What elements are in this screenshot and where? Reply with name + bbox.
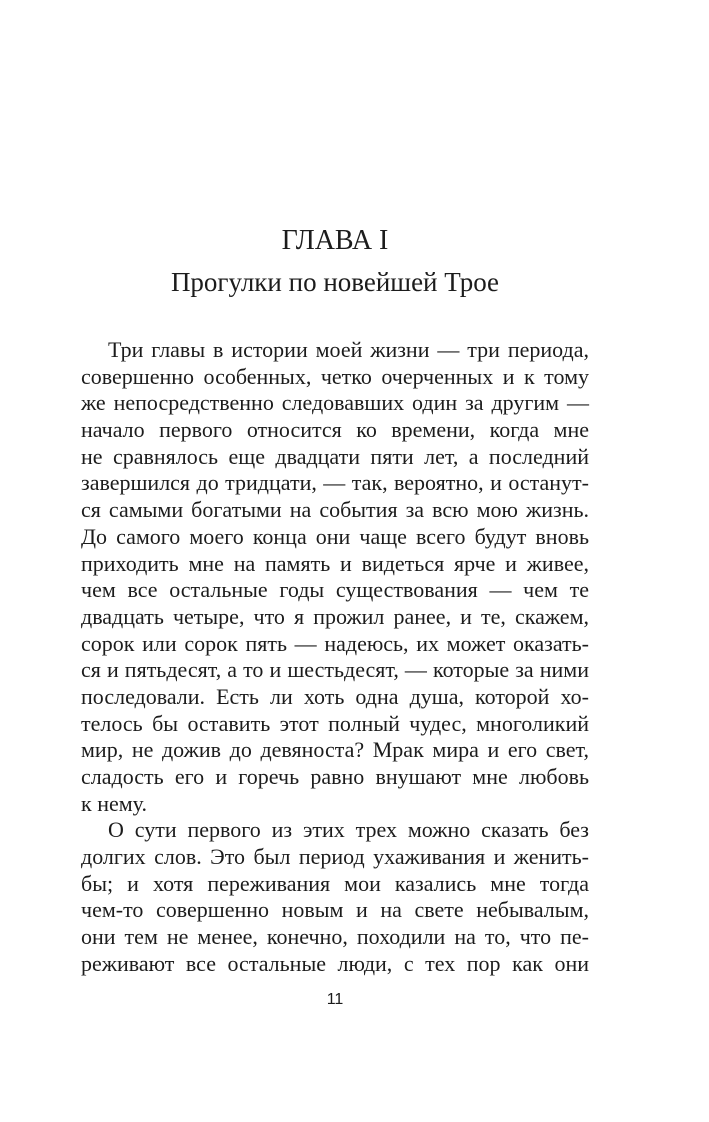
text-line: последовали. Есть ли хоть одна душа, которой хо- bbox=[81, 683, 589, 709]
text-line: сорок или сорок пять — надеюсь, их может оказать- bbox=[81, 630, 589, 656]
text-line: ся и пятьдесят, а то и шестьдесят, — которые за ними bbox=[81, 657, 589, 683]
text-line: телось бы оставить этот полный чудес, многоликий bbox=[81, 710, 589, 736]
text-line: бы; и хотя переживания мои казались мне тогда bbox=[81, 870, 589, 896]
body-text bbox=[81, 337, 589, 978]
text-line: реживают все остальные люди, с тех пор как они bbox=[81, 950, 589, 976]
text-line-paragraph-end: к нему. bbox=[81, 790, 147, 816]
text-line: приходить мне на память и видеться ярче и живее, bbox=[81, 550, 589, 576]
text-line: сладость его и горечь равно внушают мне любовь bbox=[81, 764, 589, 789]
text-line: они тем не менее, конечно, походили на то, что пе- bbox=[81, 924, 589, 950]
text-line: чем все остальные годы существования — чем те bbox=[81, 577, 589, 603]
text-line: же непосредственно следовавших один за другим — bbox=[81, 390, 589, 416]
text-line: До самого моего конца они чаще всего будут вновь bbox=[81, 523, 589, 549]
text-line: завершился до тридцати, — так, вероятно, и останут- bbox=[81, 470, 589, 496]
text-line: совершенно особенных, четко очерченных и к тому bbox=[81, 363, 589, 389]
text-line: чем-то совершенно новым и на свете небывалым, bbox=[81, 897, 589, 923]
chapter-subtitle: Прогулки по новейшей Трое bbox=[170, 267, 500, 297]
text-line: О сути первого из этих трех можно сказать без bbox=[108, 817, 589, 843]
text-line: не сравнялось еще двадцати пяти лет, а последний bbox=[81, 443, 589, 469]
chapter-heading: ГЛАВА I bbox=[281, 225, 389, 256]
text-line: Три главы в истории моей жизни — три периода, bbox=[108, 337, 589, 362]
text-line: начало первого относится ко времени, когда мне bbox=[81, 417, 589, 443]
page-number: 11 bbox=[326, 991, 344, 1008]
text-line: ся самыми богатыми на события за всю мою жизнь. bbox=[81, 497, 589, 523]
text-line: двадцать четыре, что я прожил ранее, и те, скажем, bbox=[81, 603, 589, 629]
text-line: долгих слов. Это был период ухаживания и женить- bbox=[81, 844, 589, 870]
text-line: мир, не дожив до девяноста? Мрак мира и его свет, bbox=[81, 737, 589, 763]
